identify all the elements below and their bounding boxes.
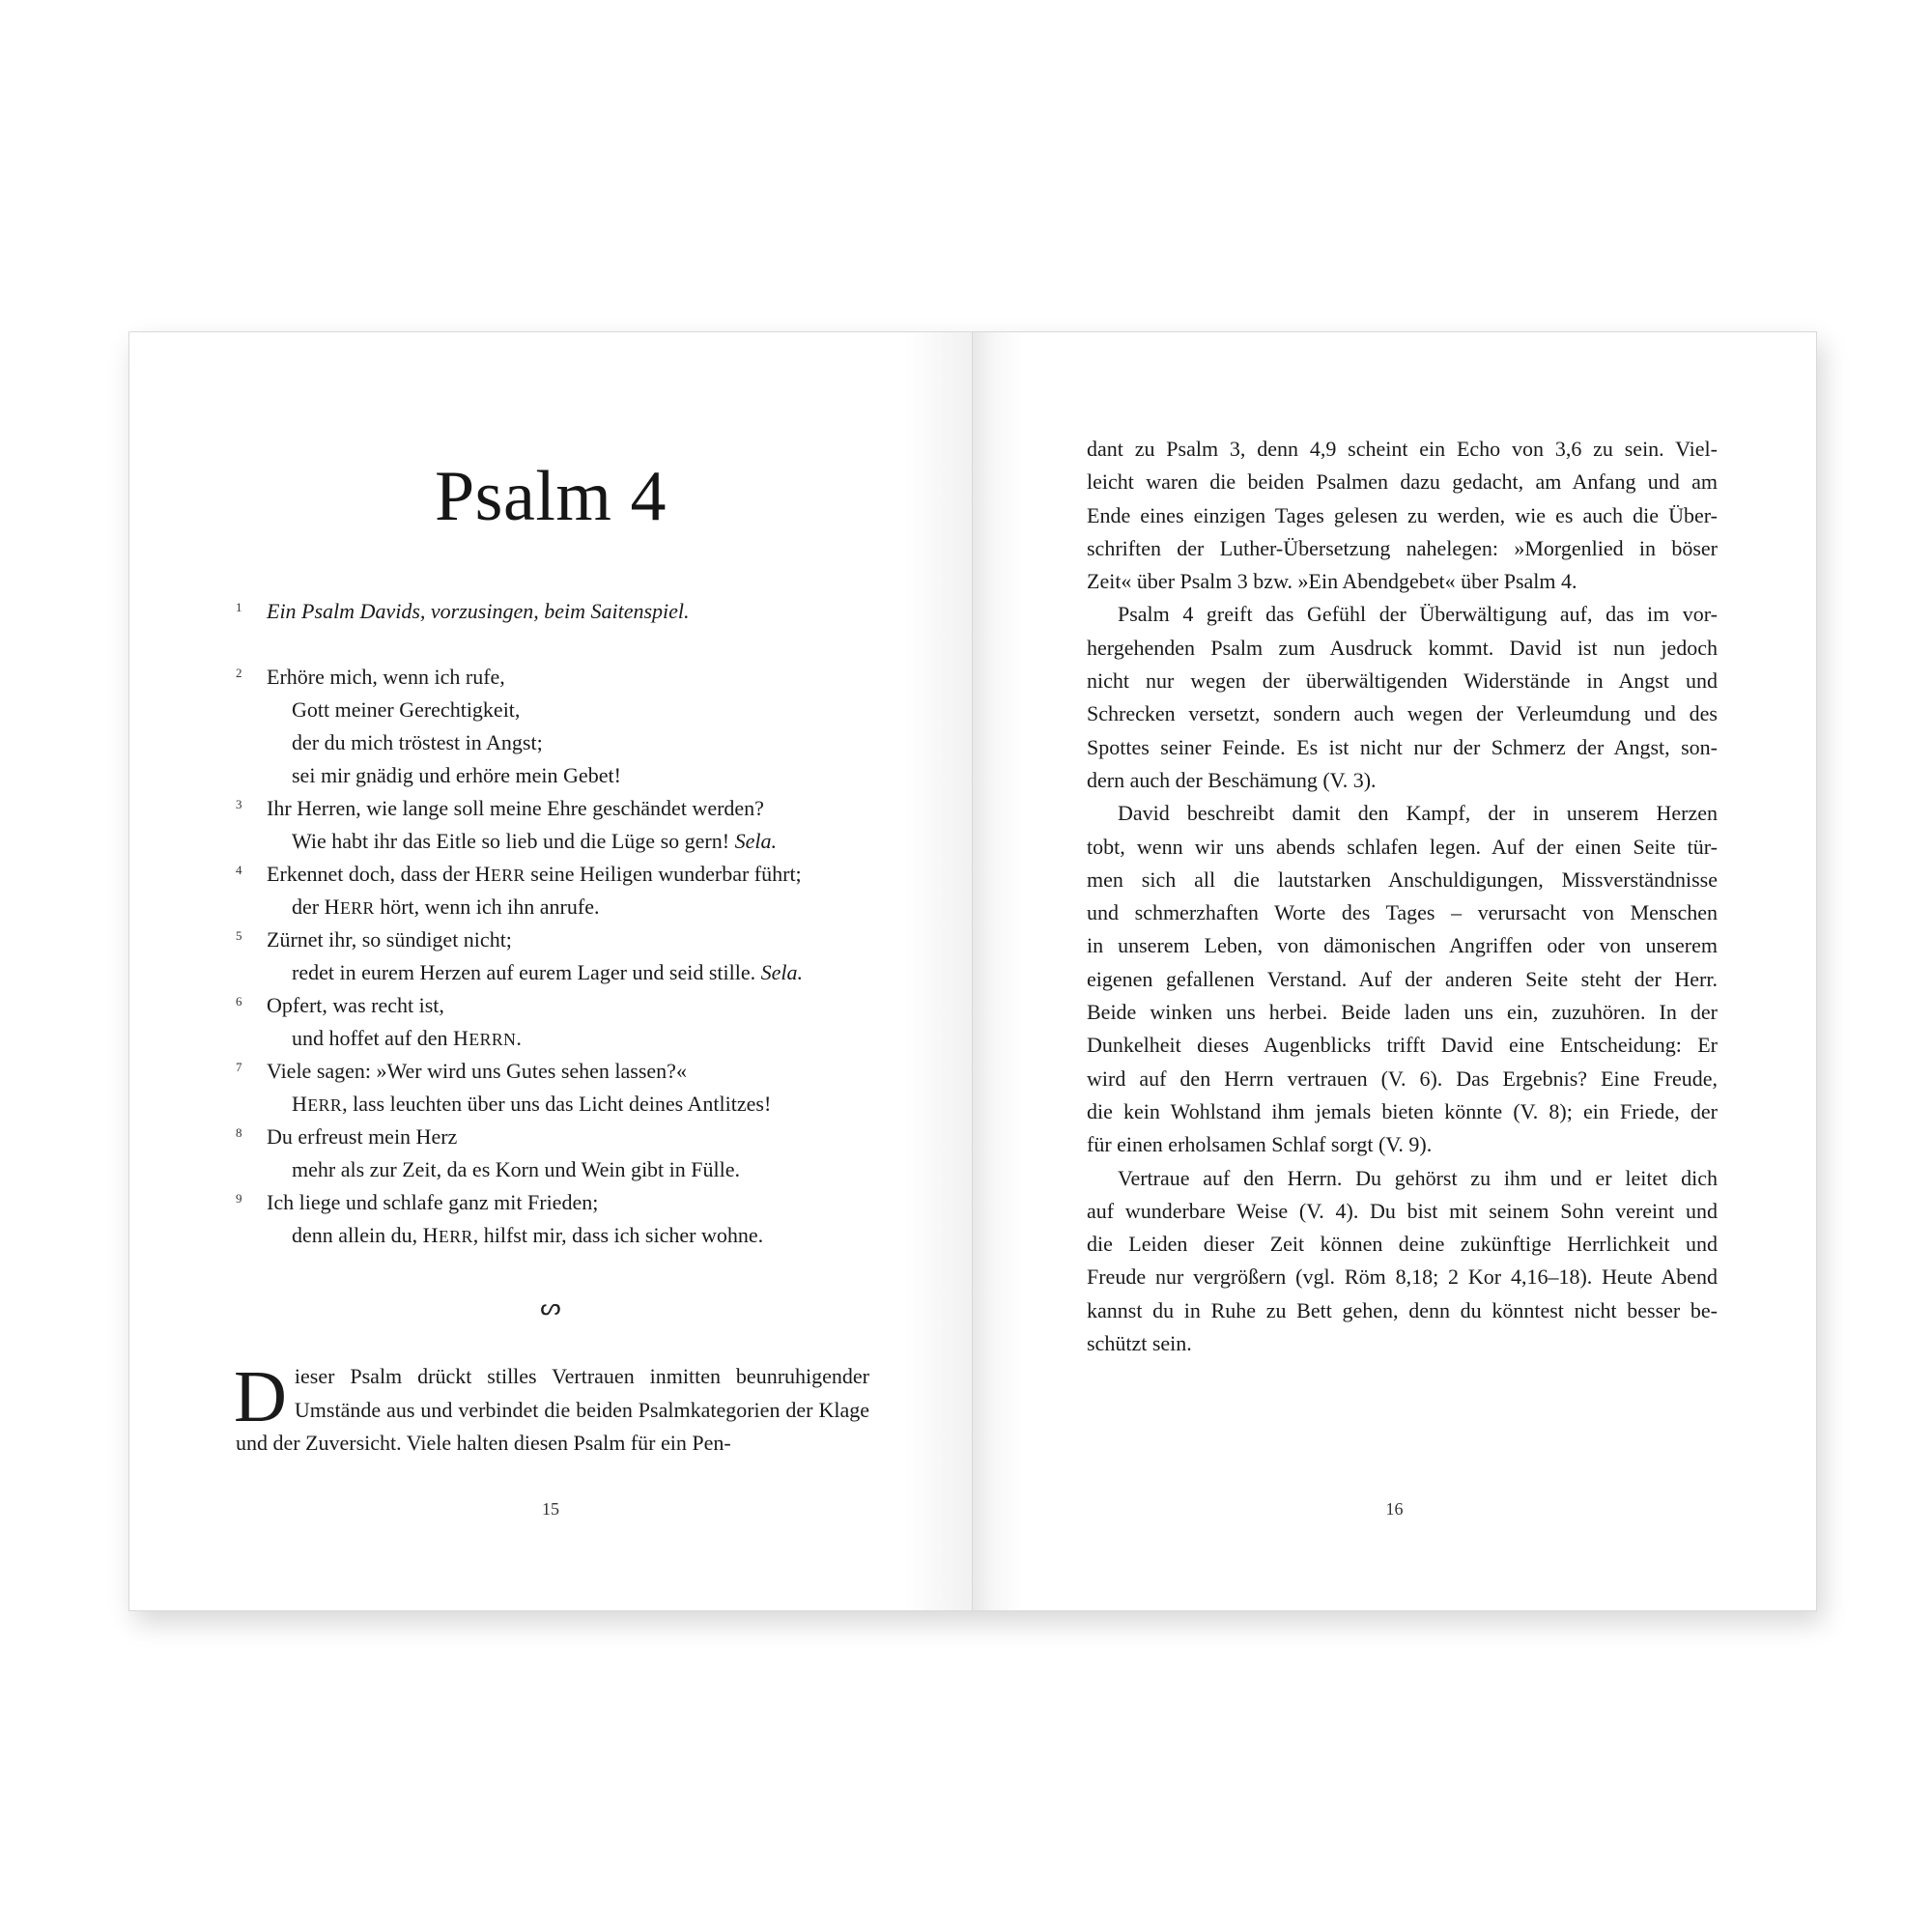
verse-text: der HERR hört, wenn ich ihn anrufe. [292, 895, 600, 919]
text-line: schriften der Luther-Übersetzung nahelegen: »Morgenlied in böser [1087, 535, 1718, 560]
text-line: Spottes seiner Feinde. Es ist nicht nur der Schmerz der Angst, son- [1087, 734, 1718, 759]
verse-line [236, 989, 912, 1022]
text-line: schützt sein. [1087, 1331, 1192, 1356]
divine-name: HERR [422, 1223, 473, 1247]
verse-number: 7 [236, 1060, 242, 1074]
verse-number: 9 [236, 1191, 242, 1206]
section-ornament: ᔕ [540, 1295, 561, 1321]
commentary-continued [1087, 433, 1718, 1360]
verse-line [236, 825, 912, 858]
text-line: dern auch der Beschämung (V. 3). [1087, 767, 1377, 792]
verse-line [236, 1055, 912, 1088]
verse-number: 2 [236, 666, 242, 680]
verse-number: 4 [236, 863, 242, 877]
text-line: die Leiden dieser Zeit können deine zukünftige Herrlichkeit und [1087, 1232, 1718, 1257]
text-line: Beide winken uns herbei. Beide laden uns ein, zuzuhören. In der [1087, 1000, 1718, 1025]
text-line: men sich all die lautstarken Anschuldigungen, Missverständnisse [1087, 867, 1718, 892]
verse-list [236, 661, 912, 1252]
verse-text: sei mir gnädig und erhöre mein Gebet! [292, 763, 621, 787]
verse-line [236, 694, 912, 726]
verse-line [236, 1088, 912, 1121]
page-title: Psalm 4 [435, 457, 667, 536]
commentary-text: ieser Psalm drückt stilles Vertrauen inmitten beunruhigender Umstände aus und verbindet die beiden Psalmkategorien der Klage und der Zuversicht. Viele halten diesen Psalm für ein Pen- [236, 1364, 869, 1455]
verse-line [236, 661, 912, 694]
verse-text: Erhöre mich, wenn ich rufe, [267, 665, 505, 689]
sela-mark: Sela. [760, 960, 804, 984]
verse-text: Opfert, was recht ist, [267, 993, 444, 1017]
verse-text: Ich liege und schlafe ganz mit Frieden; [267, 1190, 599, 1214]
text-line: tobt, wenn wir uns abends schlafen legen. Auf der einen Seite tür- [1087, 834, 1718, 859]
text-line: kannst du in Ruhe zu Bett gehen, denn du könntest nicht besser be- [1087, 1297, 1718, 1322]
drop-cap: D [234, 1356, 287, 1437]
verse-line [236, 891, 912, 923]
text-line: Ende eines einzigen Tages gelesen zu werden, wie es auch die Über- [1087, 502, 1718, 527]
verse-text: redet in eurem Herzen auf eurem Lager und seid stille. Sela. [292, 960, 804, 984]
text-line: auf wunderbare Weise (V. 4). Du bist mit seinem Sohn vereint und [1087, 1198, 1718, 1223]
text-line: leicht waren die beiden Psalmen dazu gedacht, am Anfang und am [1087, 469, 1718, 495]
text-line: wird auf den Herrn vertrauen (V. 6). Das Ergebnis? Eine Freude, [1087, 1065, 1718, 1091]
verse-line [236, 726, 912, 759]
verse-text: Zürnet ihr, so sündiget nicht; [267, 927, 512, 952]
verse-text: HERR, lass leuchten über uns das Licht deines Antlitzes! [292, 1092, 772, 1116]
divine-name: HERRN [453, 1026, 517, 1050]
text-line: und schmerzhaften Worte des Tages – verursacht von Menschen [1087, 900, 1718, 925]
verse-line [236, 1022, 912, 1055]
verse-line [236, 1153, 912, 1186]
verse-number: 8 [236, 1125, 242, 1140]
verse-text: denn allein du, HERR, hilfst mir, dass ich sicher wohne. [292, 1223, 764, 1247]
sela-mark: Sela. [734, 829, 777, 853]
divine-name: HERR [292, 1092, 343, 1116]
verse-text: mehr als zur Zeit, da es Korn und Wein gibt in Fülle. [292, 1157, 741, 1181]
verse-text: Erkennet doch, dass der HERR seine Heiligen wunderbar führt; [267, 862, 802, 886]
verse-line [236, 1186, 912, 1219]
text-line: Freude nur vergrößern (vgl. Röm 8,18; 2 Kor 4,16–18). Heute Abend [1087, 1264, 1718, 1290]
verse-line [236, 759, 912, 792]
page-number: 15 [542, 1499, 559, 1519]
verse-line [236, 1121, 912, 1153]
left-page [128, 331, 973, 1611]
psalm-text [236, 595, 912, 1252]
text-line: David beschreibt damit den Kampf, der in unserem Herzen [1118, 801, 1718, 826]
divine-name: HERR [474, 862, 526, 886]
text-line: eigenen gefallenen Verstand. Auf der anderen Seite steht der Herr. [1087, 966, 1718, 991]
text-line: in unserem Leben, von dämonischen Angriffen oder von unserem [1087, 933, 1718, 958]
text-line: dant zu Psalm 3, denn 4,9 scheint ein Echo von 3,6 zu sein. Viel- [1087, 437, 1718, 461]
text-line: Dunkelheit dieses Augenblicks trifft David eine Entscheidung: Er [1087, 1033, 1718, 1058]
commentary-start [234, 1356, 869, 1461]
verse-number: 5 [236, 928, 242, 943]
page-number: 16 [1385, 1499, 1404, 1519]
right-page [973, 331, 1817, 1611]
verse-line [236, 1219, 912, 1252]
verse-text: der du mich tröstest in Angst; [292, 730, 543, 754]
book-spread [128, 331, 1817, 1611]
verse-text: Viele sagen: »Wer wird uns Gutes sehen lassen?« [267, 1059, 687, 1083]
superscription-line [236, 595, 912, 628]
text-line: nicht nur wegen der überwältigenden Widerstände in Angst und [1087, 668, 1718, 694]
text-line: Zeit« über Psalm 3 bzw. »Ein Abendgebet« über Psalm 4. [1087, 569, 1577, 594]
verse-number: 1 [236, 600, 242, 614]
text-line: Schrecken versetzt, sondern auch wegen der Verleumdung und des [1087, 701, 1718, 726]
text-line: die kein Wohlstand ihm jemals bieten könnte (V. 8); ein Friede, der [1087, 1098, 1718, 1123]
verse-line [236, 923, 912, 956]
verse-text: Du erfreust mein Herz [267, 1124, 458, 1149]
text-line: Psalm 4 greift das Gefühl der Überwältigung auf, das im vor- [1118, 602, 1718, 627]
text-line: hergehenden Psalm zum Ausdruck kommt. David ist nun jedoch [1087, 635, 1718, 660]
verse-text: Gott meiner Gerechtigkeit, [292, 697, 521, 722]
verse-line [236, 858, 912, 891]
verse-text: Wie habt ihr das Eitle so lieb und die Lüge so gern! Sela. [292, 829, 777, 853]
superscription: Ein Psalm Davids, vorzusingen, beim Saitenspiel. [267, 599, 690, 623]
verse-number: 3 [236, 797, 242, 811]
divine-name: HERR [324, 895, 375, 919]
text-line: Vertraue auf den Herrn. Du gehörst zu ihm und er leitet dich [1118, 1165, 1718, 1190]
verse-text: Ihr Herren, wie lange soll meine Ehre geschändet werden? [267, 796, 764, 820]
verse-line [236, 956, 912, 989]
verse-text: und hoffet auf den HERRN. [292, 1026, 522, 1050]
verse-number: 6 [236, 994, 242, 1009]
text-line: für einen erholsamen Schlaf sorgt (V. 9). [1087, 1132, 1433, 1157]
verse-line [236, 792, 912, 825]
